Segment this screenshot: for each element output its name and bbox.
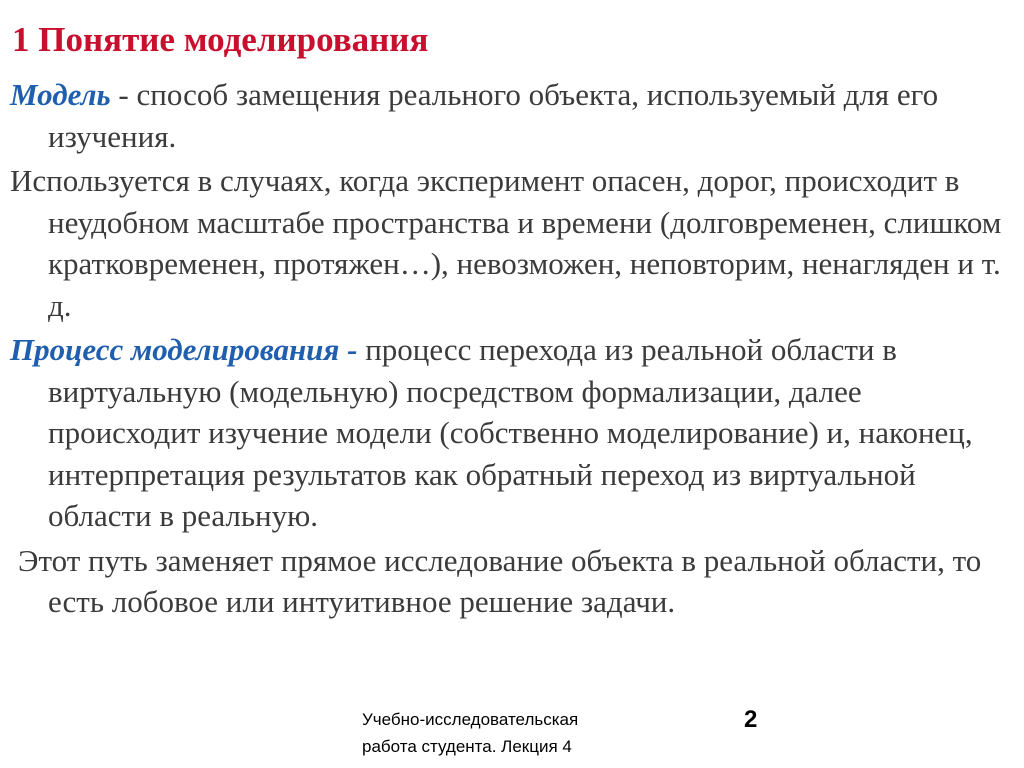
term-modeling-process: Процесс моделирования -	[10, 332, 358, 367]
slide-title: 1 Понятие моделирования	[12, 20, 429, 59]
term-model: Модель	[10, 77, 111, 112]
paragraph-model-definition	[10, 74, 1010, 157]
slide-footer	[362, 706, 578, 760]
process-definition-text: процесс перехода из реальной области в виртуальную (модельную) посредством формализации, далее происходит изучение модели (собственно моделирование) и, наконец, интерпретация результатов как обратный переход из виртуальной области в реальную.	[48, 332, 973, 533]
page-number: 2	[744, 706, 758, 733]
paragraph-usage	[10, 160, 1010, 326]
footer-line-1: Учебно-исследовательская	[362, 710, 579, 729]
paragraph-path	[10, 540, 1010, 623]
slide-content	[10, 74, 1010, 654]
usage-text: Используется в случаях, когда эксперимент опасен, дорог, происходит в неудобном масштабе пространства и времени (долговременен, слишком кратковременен, протяжен…), невозможен, неповторим, ненагляден и т. д.	[10, 163, 1002, 323]
model-definition-text: - способ замещения реального объекта, используемый для его изучения.	[48, 77, 939, 154]
paragraph-process-definition	[10, 329, 1010, 537]
path-text: Этот путь заменяет прямое исследование объекта в реальной области, то есть лобовое или интуитивное решение задачи.	[18, 542, 982, 619]
footer-line-2: работа студента. Лекция 4	[362, 737, 572, 756]
